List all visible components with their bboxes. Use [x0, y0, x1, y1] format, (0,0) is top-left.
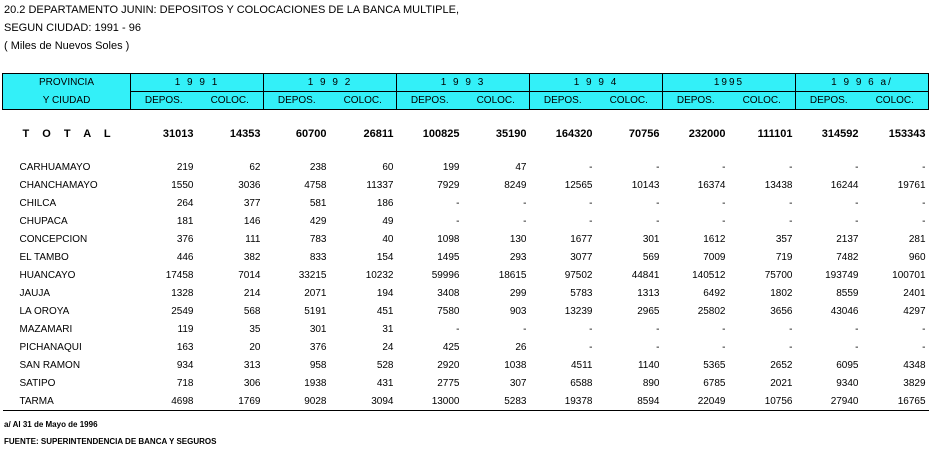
table-bottom-rule: [3, 410, 929, 411]
total-cell: 232000: [688, 128, 726, 140]
value-cell: 1313: [637, 287, 660, 299]
depos-header: DEPOS.: [264, 92, 330, 110]
value-cell: 2021: [770, 377, 793, 389]
value-cell: -: [922, 215, 926, 227]
table-row: [3, 176, 929, 194]
value-cell: 568: [243, 305, 261, 317]
value-cell: 6588: [570, 377, 593, 389]
value-cell: -: [523, 323, 527, 335]
value-cell: 13000: [431, 395, 460, 407]
value-cell: -: [456, 323, 460, 335]
value-cell: 3036: [238, 179, 261, 191]
value-cell: -: [722, 215, 726, 227]
bottom-rule-cell: [3, 410, 929, 411]
value-cell: 2775: [437, 377, 460, 389]
table-row: [3, 248, 929, 266]
value-cell: 1038: [504, 359, 527, 371]
value-cell: 890: [642, 377, 660, 389]
value-cell: 718: [176, 377, 194, 389]
value-cell: 97502: [564, 269, 593, 281]
value-cell: 934: [176, 359, 194, 371]
value-cell: 181: [176, 215, 194, 227]
value-cell: 425: [442, 341, 460, 353]
value-cell: -: [922, 197, 926, 209]
value-cell: 47: [515, 161, 527, 173]
city-name: SAN RAMON: [19, 359, 81, 371]
total-cell: 314592: [821, 128, 859, 140]
value-cell: 357: [775, 233, 793, 245]
value-cell: 22049: [697, 395, 726, 407]
value-cell: -: [855, 161, 859, 173]
value-cell: 9028: [304, 395, 327, 407]
value-cell: 19761: [897, 179, 926, 191]
total-cell: 153343: [888, 128, 926, 140]
value-cell: 154: [376, 251, 394, 263]
value-cell: -: [789, 161, 793, 173]
value-cell: 2401: [903, 287, 926, 299]
value-cell: 1769: [238, 395, 261, 407]
value-cell: 199: [442, 161, 460, 173]
value-cell: -: [656, 161, 660, 173]
coloc-header: COLOC.: [463, 92, 530, 110]
value-cell: 382: [243, 251, 261, 263]
value-cell: 10232: [365, 269, 394, 281]
value-cell: 10143: [631, 179, 660, 191]
value-cell: 1495: [437, 251, 460, 263]
value-cell: -: [589, 161, 593, 173]
table-row: [3, 266, 929, 284]
value-cell: 17458: [165, 269, 194, 281]
table-units: ( Miles de Nuevos Soles ): [4, 40, 130, 52]
value-cell: 7929: [437, 179, 460, 191]
value-cell: 377: [243, 197, 261, 209]
value-cell: 12565: [564, 179, 593, 191]
value-cell: -: [789, 215, 793, 227]
value-cell: 281: [908, 233, 926, 245]
value-cell: 26: [515, 341, 527, 353]
value-cell: 11337: [366, 179, 394, 191]
value-cell: 306: [243, 377, 261, 389]
value-cell: 43046: [830, 305, 859, 317]
value-cell: 75700: [764, 269, 793, 281]
value-cell: -: [523, 197, 527, 209]
value-cell: 44841: [631, 269, 660, 281]
total-cell: 14353: [229, 128, 261, 140]
table-row: [3, 338, 929, 356]
value-cell: 49: [382, 215, 394, 227]
table-row: [3, 158, 929, 176]
coloc-header: COLOC.: [862, 92, 929, 110]
value-cell: 5283: [504, 395, 527, 407]
value-cell: 8559: [836, 287, 859, 299]
value-cell: 1140: [637, 359, 660, 371]
table-row: [3, 284, 929, 302]
total-cell: 26811: [363, 128, 394, 140]
value-cell: 1328: [171, 287, 194, 299]
value-cell: 528: [376, 359, 394, 371]
table-title: 20.2 DEPARTAMENTO JUNIN: DEPOSITOS Y COLOCACIONES DE LA BANCA MULTIPLE,: [4, 4, 460, 16]
table-row: [3, 230, 929, 248]
value-cell: 1098: [437, 233, 460, 245]
value-cell: -: [855, 323, 859, 335]
value-cell: 10756: [764, 395, 793, 407]
total-cell: 35190: [495, 128, 527, 140]
value-cell: 4348: [903, 359, 926, 371]
value-cell: 18615: [498, 269, 527, 281]
value-cell: 193749: [825, 269, 859, 281]
value-cell: 7482: [836, 251, 859, 263]
value-cell: 7014: [238, 269, 261, 281]
depos-header: DEPOS.: [530, 92, 596, 110]
value-cell: 33215: [298, 269, 327, 281]
value-cell: 20: [249, 341, 261, 353]
table-row: [3, 212, 929, 230]
value-cell: 62: [249, 161, 261, 173]
value-cell: -: [722, 197, 726, 209]
value-cell: -: [589, 215, 593, 227]
total-cell: 100825: [422, 128, 460, 140]
value-cell: -: [456, 215, 460, 227]
value-cell: 719: [775, 251, 793, 263]
total-cell: 31013: [162, 128, 194, 140]
coloc-header: COLOC.: [330, 92, 397, 110]
value-cell: -: [855, 197, 859, 209]
value-cell: -: [523, 215, 527, 227]
depos-header: DEPOS.: [663, 92, 729, 110]
value-cell: 4758: [304, 179, 327, 191]
city-name: HUANCAYO: [19, 269, 76, 281]
value-cell: 1612: [703, 233, 726, 245]
value-cell: 446: [176, 251, 194, 263]
depos-header: DEPOS.: [131, 92, 197, 110]
value-cell: 3656: [770, 305, 793, 317]
value-cell: -: [789, 341, 793, 353]
value-cell: -: [789, 323, 793, 335]
value-cell: 903: [509, 305, 527, 317]
city-name: CHUPACA: [19, 215, 68, 227]
city-name: CARHUAMAYO: [19, 161, 91, 173]
value-cell: 146: [243, 215, 261, 227]
value-cell: 313: [243, 359, 261, 371]
value-cell: 6095: [836, 359, 859, 371]
value-cell: 31: [382, 323, 394, 335]
value-cell: 16374: [697, 179, 726, 191]
value-cell: 3077: [570, 251, 593, 263]
value-cell: 2920: [437, 359, 460, 371]
city-name: EL TAMBO: [19, 251, 69, 263]
value-cell: 429: [309, 215, 327, 227]
value-cell: 4297: [903, 305, 926, 317]
year-header-1996: 1 9 9 6 a/: [796, 74, 929, 92]
table-row: [3, 302, 929, 320]
value-cell: 16765: [897, 395, 926, 407]
value-cell: 194: [376, 287, 394, 299]
city-name: TARMA: [19, 395, 54, 407]
value-cell: 299: [509, 287, 527, 299]
city-name: CONCEPCION: [19, 233, 88, 245]
value-cell: 5365: [703, 359, 726, 371]
value-cell: 451: [376, 305, 394, 317]
year-header-1995: 1995: [663, 74, 796, 92]
value-cell: -: [922, 341, 926, 353]
year-header-1991: 1 9 9 1: [131, 74, 264, 92]
value-cell: -: [722, 341, 726, 353]
value-cell: 100701: [892, 269, 926, 281]
value-cell: 25802: [697, 305, 726, 317]
value-cell: 163: [176, 341, 194, 353]
value-cell: 1550: [171, 179, 194, 191]
value-cell: -: [855, 215, 859, 227]
value-cell: -: [656, 323, 660, 335]
year-header-1994: 1 9 9 4: [530, 74, 663, 92]
value-cell: 4511: [570, 359, 593, 371]
value-cell: 569: [642, 251, 660, 263]
header-row-years: [3, 74, 929, 92]
value-cell: -: [922, 323, 926, 335]
value-cell: 3829: [903, 377, 926, 389]
source-note: FUENTE: SUPERINTENDENCIA DE BANCA Y SEGUROS: [4, 437, 217, 446]
value-cell: 238: [309, 161, 327, 173]
value-cell: 13239: [564, 305, 593, 317]
value-cell: 2965: [637, 305, 660, 317]
value-cell: 431: [376, 377, 394, 389]
value-cell: 1938: [304, 377, 327, 389]
value-cell: 24: [382, 341, 394, 353]
value-cell: 19378: [564, 395, 593, 407]
value-cell: -: [656, 341, 660, 353]
value-cell: 16244: [830, 179, 859, 191]
value-cell: -: [855, 341, 859, 353]
value-cell: 293: [509, 251, 527, 263]
coloc-header: COLOC.: [596, 92, 663, 110]
year-header-1993: 1 9 9 3: [397, 74, 530, 92]
city-name: SATIPO: [19, 377, 56, 389]
value-cell: 13438: [764, 179, 793, 191]
value-cell: 960: [908, 251, 926, 263]
value-cell: 2549: [171, 305, 194, 317]
city-name: PICHANAQUI: [19, 341, 82, 353]
value-cell: 1802: [770, 287, 793, 299]
value-cell: 376: [309, 341, 327, 353]
coloc-header: COLOC.: [197, 92, 264, 110]
table-subtitle: SEGUN CIUDAD: 1991 - 96: [4, 22, 141, 34]
value-cell: 5783: [570, 287, 593, 299]
coloc-header: COLOC.: [729, 92, 796, 110]
value-cell: 119: [177, 323, 194, 335]
value-cell: 8249: [504, 179, 527, 191]
total-label: T O T A L: [22, 128, 116, 140]
value-cell: 140512: [692, 269, 726, 281]
table-row: [3, 194, 929, 212]
value-cell: -: [722, 323, 726, 335]
total-cell: 111101: [757, 128, 793, 140]
city-name: CHILCA: [19, 197, 57, 209]
value-cell: 3094: [371, 395, 394, 407]
value-cell: 3408: [437, 287, 460, 299]
value-cell: 301: [642, 233, 660, 245]
value-cell: 1677: [570, 233, 593, 245]
value-cell: 783: [309, 233, 327, 245]
value-cell: 59996: [431, 269, 460, 281]
value-cell: 60: [382, 161, 394, 173]
table-row: [3, 392, 929, 410]
value-cell: 186: [376, 197, 394, 209]
city-name: CHANCHAMAYO: [19, 179, 98, 191]
value-cell: -: [656, 215, 660, 227]
value-cell: -: [922, 161, 926, 173]
value-cell: 376: [176, 233, 194, 245]
value-cell: -: [722, 161, 726, 173]
value-cell: 5191: [304, 305, 327, 317]
table-row: [3, 356, 929, 374]
value-cell: -: [456, 197, 460, 209]
value-cell: 2652: [770, 359, 793, 371]
value-cell: 8594: [637, 395, 660, 407]
table-row: [3, 320, 929, 338]
value-cell: 40: [382, 233, 394, 245]
value-cell: 130: [509, 233, 527, 245]
value-cell: 958: [309, 359, 327, 371]
city-name: LA OROYA: [19, 305, 70, 317]
value-cell: 9340: [836, 377, 859, 389]
footnote: a/ Al 31 de Mayo de 1996: [4, 420, 98, 429]
value-cell: 111: [245, 233, 261, 245]
deposits-table: [2, 73, 929, 411]
depos-header: DEPOS.: [397, 92, 463, 110]
total-cell: 164320: [555, 128, 593, 140]
table-row: [3, 374, 929, 392]
depos-header: DEPOS.: [796, 92, 862, 110]
value-cell: -: [656, 197, 660, 209]
value-cell: 219: [176, 161, 194, 173]
value-cell: 2137: [836, 233, 859, 245]
ciudad-header: Y CIUDAD: [3, 92, 131, 110]
header-row-columns: [3, 92, 929, 110]
value-cell: 35: [249, 323, 261, 335]
value-cell: 301: [309, 323, 327, 335]
value-cell: 27940: [830, 395, 859, 407]
year-header-1992: 1 9 9 2: [264, 74, 397, 92]
total-cell: 70756: [628, 128, 660, 140]
total-cell: 60700: [295, 128, 327, 140]
value-cell: 7009: [703, 251, 726, 263]
value-cell: -: [589, 197, 593, 209]
value-cell: -: [589, 323, 593, 335]
value-cell: 307: [509, 377, 527, 389]
total-row: [3, 110, 929, 159]
value-cell: 2071: [304, 287, 327, 299]
value-cell: 4698: [171, 395, 194, 407]
value-cell: 6785: [703, 377, 726, 389]
value-cell: 214: [243, 287, 261, 299]
city-name: JAUJA: [19, 287, 51, 299]
value-cell: 581: [309, 197, 327, 209]
provincia-header: PROVINCIA: [3, 74, 131, 92]
value-cell: 264: [176, 197, 194, 209]
value-cell: 833: [309, 251, 327, 263]
value-cell: 7580: [437, 305, 460, 317]
value-cell: -: [789, 197, 793, 209]
value-cell: 6492: [703, 287, 726, 299]
value-cell: -: [589, 341, 593, 353]
city-name: MAZAMARI: [19, 323, 73, 335]
